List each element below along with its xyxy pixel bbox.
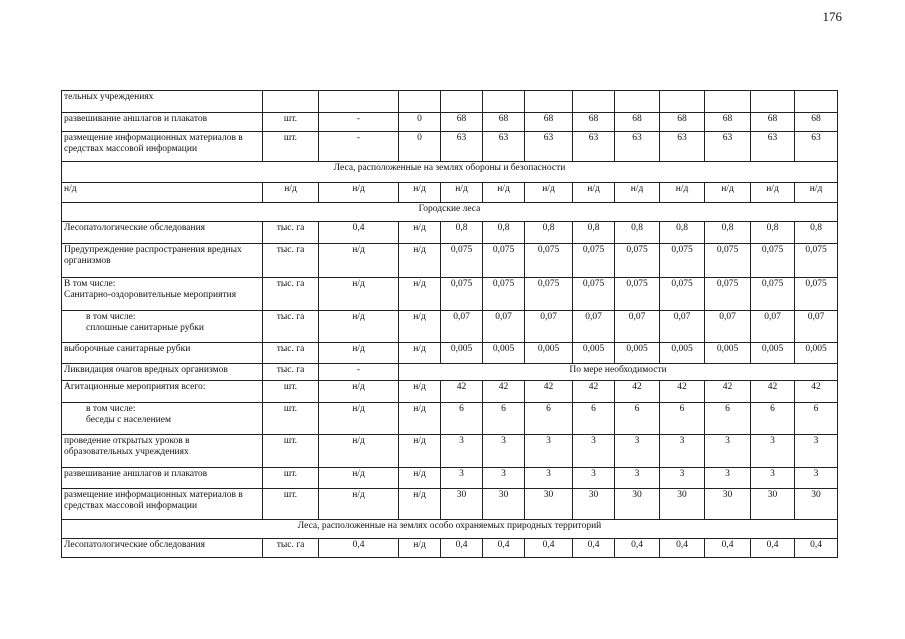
year-value-cell: 3 — [615, 435, 660, 468]
year-value-cell: 0,075 — [525, 278, 573, 311]
year-value-cell: 0 — [399, 132, 441, 162]
year-value-cell: 0,075 — [705, 278, 751, 311]
year-value-cell: 30 — [441, 489, 483, 520]
year-value-cell: н/д — [399, 222, 441, 244]
year-value-cell — [751, 91, 795, 113]
year-value-cell: 0,075 — [483, 244, 525, 278]
year-value-cell: 68 — [660, 113, 705, 132]
year-value-cell — [660, 91, 705, 113]
year-value-cell: 30 — [615, 489, 660, 520]
unit-cell: шт. — [263, 468, 319, 489]
year-value-cell: 0,4 — [525, 539, 573, 558]
year-value-cell: 6 — [525, 403, 573, 435]
span-note-cell: По мере необходимости — [399, 364, 838, 381]
table-row — [62, 222, 838, 244]
year-value-cell: 63 — [483, 132, 525, 162]
measure-name — [62, 468, 263, 489]
year-value-cell: 63 — [441, 132, 483, 162]
base-value-cell: н/д — [319, 435, 399, 468]
measure-name-text: проведение открытых уроков в образовательных учреждениях — [64, 436, 190, 458]
year-value-cell: 3 — [660, 435, 705, 468]
unit-cell: тыс. га — [263, 222, 319, 244]
year-value-cell: 0,075 — [615, 244, 660, 278]
year-value-cell: 3 — [573, 468, 615, 489]
year-value-cell — [399, 91, 441, 113]
measure-name-text: Лесопатологические обследования — [64, 540, 206, 550]
measure-name — [62, 489, 263, 520]
measure-name-text: В том числе: Санитарно-оздоровительные мероприятия — [64, 279, 237, 301]
year-value-cell: 0,075 — [795, 278, 838, 311]
measure-name — [62, 435, 263, 468]
table-row — [62, 278, 838, 311]
year-value-cell: 3 — [573, 435, 615, 468]
year-value-cell — [795, 91, 838, 113]
year-value-cell: 3 — [660, 468, 705, 489]
year-value-cell: н/д — [525, 183, 573, 203]
measure-name — [62, 311, 263, 343]
unit-cell: тыс. га — [263, 278, 319, 311]
year-value-cell: 3 — [441, 468, 483, 489]
measure-name-text: Агитационные мероприятия всего: — [64, 382, 206, 392]
year-value-cell: 3 — [525, 435, 573, 468]
measure-name — [62, 381, 263, 403]
base-value-cell: - — [319, 113, 399, 132]
year-value-cell: 0,8 — [441, 222, 483, 244]
year-value-cell: 42 — [615, 381, 660, 403]
year-value-cell: 3 — [483, 435, 525, 468]
year-value-cell: 0,075 — [525, 244, 573, 278]
year-value-cell: н/д — [399, 381, 441, 403]
year-value-cell: н/д — [615, 183, 660, 203]
measure-name-text: размещение информационных материалов в средствах массовой информации — [64, 490, 243, 512]
year-value-cell: н/д — [399, 311, 441, 343]
year-value-cell: н/д — [573, 183, 615, 203]
year-value-cell: 3 — [441, 435, 483, 468]
table-row — [62, 162, 838, 183]
year-value-cell: 0,8 — [660, 222, 705, 244]
year-value-cell: н/д — [399, 403, 441, 435]
year-value-cell: 0,075 — [660, 278, 705, 311]
year-value-cell — [573, 91, 615, 113]
year-value-cell: 42 — [573, 381, 615, 403]
year-value-cell: 0,8 — [525, 222, 573, 244]
base-value-cell — [319, 91, 399, 113]
measure-name-text: Лесопатологические обследования — [64, 223, 206, 233]
year-value-cell: 68 — [441, 113, 483, 132]
year-value-cell: 42 — [751, 381, 795, 403]
year-value-cell: 68 — [705, 113, 751, 132]
year-value-cell — [441, 91, 483, 113]
year-value-cell: 0,4 — [441, 539, 483, 558]
base-value-cell: 0,4 — [319, 222, 399, 244]
year-value-cell: н/д — [795, 183, 838, 203]
measure-name-text: размещение информационных материалов в средствах массовой информации — [64, 133, 243, 155]
base-value-cell: н/д — [319, 183, 399, 203]
year-value-cell: 42 — [483, 381, 525, 403]
year-value-cell: 0,4 — [573, 539, 615, 558]
year-value-cell: 68 — [483, 113, 525, 132]
year-value-cell: 63 — [795, 132, 838, 162]
measure-name-text: н/д — [64, 184, 77, 194]
section-header: Леса, расположенные на землях особо охраняемых природных территорий — [62, 520, 838, 539]
year-value-cell: 0,005 — [441, 343, 483, 364]
unit-cell: шт. — [263, 381, 319, 403]
year-value-cell: 0,8 — [483, 222, 525, 244]
year-value-cell: 0,005 — [705, 343, 751, 364]
year-value-cell: 42 — [660, 381, 705, 403]
year-value-cell: 0,07 — [525, 311, 573, 343]
year-value-cell: н/д — [399, 343, 441, 364]
year-value-cell: 63 — [615, 132, 660, 162]
year-value-cell: 6 — [705, 403, 751, 435]
year-value-cell: н/д — [399, 244, 441, 278]
year-value-cell: 0,005 — [573, 343, 615, 364]
year-value-cell: 68 — [615, 113, 660, 132]
measure-name-text: развешивание аншлагов и плакатов — [64, 469, 208, 479]
measure-name-text: в том числе: беседы с населением — [86, 404, 171, 426]
measure-name — [62, 222, 263, 244]
unit-cell: шт. — [263, 113, 319, 132]
year-value-cell: 0,8 — [705, 222, 751, 244]
year-value-cell: 30 — [525, 489, 573, 520]
table-row — [62, 311, 838, 343]
year-value-cell: 68 — [751, 113, 795, 132]
year-value-cell: 6 — [573, 403, 615, 435]
year-value-cell: 0,075 — [795, 244, 838, 278]
year-value-cell: 0,4 — [660, 539, 705, 558]
year-value-cell: 0,075 — [705, 244, 751, 278]
year-value-cell: 68 — [795, 113, 838, 132]
year-value-cell: 0,4 — [751, 539, 795, 558]
year-value-cell: 0,8 — [615, 222, 660, 244]
year-value-cell: 68 — [573, 113, 615, 132]
year-value-cell: 0,07 — [705, 311, 751, 343]
year-value-cell: 0,4 — [615, 539, 660, 558]
year-value-cell: 0 — [399, 113, 441, 132]
year-value-cell: 0,07 — [441, 311, 483, 343]
year-value-cell: н/д — [399, 489, 441, 520]
year-value-cell: 0,005 — [483, 343, 525, 364]
year-value-cell: 6 — [483, 403, 525, 435]
unit-cell: тыс. га — [263, 244, 319, 278]
base-value-cell: - — [319, 364, 399, 381]
measure-name — [62, 343, 263, 364]
section-header: Леса, расположенные на землях обороны и безопасности — [62, 162, 838, 183]
year-value-cell: 0,075 — [483, 278, 525, 311]
unit-cell: шт. — [263, 435, 319, 468]
year-value-cell: н/д — [399, 278, 441, 311]
year-value-cell: 63 — [751, 132, 795, 162]
year-value-cell: 3 — [751, 435, 795, 468]
base-value-cell: 0,4 — [319, 539, 399, 558]
year-value-cell: н/д — [399, 539, 441, 558]
table-row — [62, 244, 838, 278]
year-value-cell: 3 — [615, 468, 660, 489]
table-row — [62, 381, 838, 403]
measure-name-text: тельных учреждениях — [64, 92, 154, 102]
year-value-cell — [525, 91, 573, 113]
year-value-cell: 0,005 — [525, 343, 573, 364]
year-value-cell: 42 — [795, 381, 838, 403]
measure-name — [62, 91, 263, 113]
year-value-cell: н/д — [483, 183, 525, 203]
year-value-cell: 6 — [615, 403, 660, 435]
year-value-cell — [615, 91, 660, 113]
year-value-cell: 0,4 — [705, 539, 751, 558]
year-value-cell: 6 — [751, 403, 795, 435]
year-value-cell: 3 — [795, 435, 838, 468]
measure-name-text: Предупреждение распространения вредных организмов — [64, 245, 242, 267]
year-value-cell: н/д — [705, 183, 751, 203]
page-number: 176 — [822, 9, 842, 24]
measure-name — [62, 278, 263, 311]
year-value-cell: н/д — [399, 183, 441, 203]
table-row — [62, 468, 838, 489]
unit-cell: шт. — [263, 489, 319, 520]
year-value-cell: 6 — [441, 403, 483, 435]
unit-cell — [263, 91, 319, 113]
table-row — [62, 343, 838, 364]
year-value-cell: 0,07 — [751, 311, 795, 343]
table-row — [62, 520, 838, 539]
year-value-cell: 0,8 — [795, 222, 838, 244]
base-value-cell: - — [319, 132, 399, 162]
year-value-cell: 3 — [525, 468, 573, 489]
unit-cell: тыс. га — [263, 343, 319, 364]
measure-name-text: развешивание аншлагов и плакатов — [64, 114, 208, 124]
forest-measures-table — [61, 90, 838, 558]
year-value-cell: 63 — [573, 132, 615, 162]
base-value-cell: н/д — [319, 381, 399, 403]
measure-name-text: в том числе: сплошные санитарные рубки — [86, 312, 204, 334]
year-value-cell: 3 — [751, 468, 795, 489]
measure-name — [62, 113, 263, 132]
base-value-cell: н/д — [319, 343, 399, 364]
year-value-cell: 30 — [751, 489, 795, 520]
base-value-cell: н/д — [319, 403, 399, 435]
year-value-cell — [483, 91, 525, 113]
measure-name — [62, 183, 263, 203]
year-value-cell: 0,075 — [573, 278, 615, 311]
unit-cell: шт. — [263, 132, 319, 162]
measure-name: Ликвидация очагов вредных организмов — [62, 364, 263, 381]
year-value-cell: 0,005 — [751, 343, 795, 364]
table-row — [62, 132, 838, 162]
table-row — [62, 403, 838, 435]
year-value-cell: 0,075 — [441, 244, 483, 278]
year-value-cell: н/д — [660, 183, 705, 203]
year-value-cell: 42 — [525, 381, 573, 403]
table-row — [62, 364, 838, 381]
base-value-cell: н/д — [319, 278, 399, 311]
unit-cell: тыс. га — [263, 539, 319, 558]
year-value-cell: 0,075 — [615, 278, 660, 311]
year-value-cell: 0,075 — [660, 244, 705, 278]
measure-name — [62, 539, 263, 558]
year-value-cell: 0,075 — [441, 278, 483, 311]
year-value-cell: н/д — [751, 183, 795, 203]
year-value-cell: н/д — [399, 468, 441, 489]
year-value-cell: 0,4 — [483, 539, 525, 558]
year-value-cell: 3 — [705, 435, 751, 468]
year-value-cell: н/д — [441, 183, 483, 203]
year-value-cell — [705, 91, 751, 113]
year-value-cell: 42 — [705, 381, 751, 403]
year-value-cell: 0,8 — [573, 222, 615, 244]
year-value-cell: 0,005 — [615, 343, 660, 364]
year-value-cell: 30 — [483, 489, 525, 520]
section-header: Городские леса — [62, 203, 838, 222]
year-value-cell: 0,005 — [660, 343, 705, 364]
year-value-cell: 0,075 — [751, 278, 795, 311]
year-value-cell: 30 — [660, 489, 705, 520]
table-row — [62, 489, 838, 520]
year-value-cell: 68 — [525, 113, 573, 132]
unit-cell: тыс. га — [263, 364, 319, 381]
year-value-cell: н/д — [399, 435, 441, 468]
year-value-cell: 0,8 — [751, 222, 795, 244]
measure-name-text: выборочные санитарные рубки — [64, 344, 191, 354]
year-value-cell: 3 — [705, 468, 751, 489]
year-value-cell: 0,07 — [795, 311, 838, 343]
year-value-cell: 3 — [483, 468, 525, 489]
year-value-cell: 30 — [795, 489, 838, 520]
measure-name — [62, 403, 263, 435]
base-value-cell: н/д — [319, 311, 399, 343]
year-value-cell: 0,07 — [573, 311, 615, 343]
measure-name — [62, 244, 263, 278]
base-value-cell: н/д — [319, 489, 399, 520]
unit-cell: н/д — [263, 183, 319, 203]
year-value-cell: 0,07 — [483, 311, 525, 343]
measure-name — [62, 132, 263, 162]
base-value-cell: н/д — [319, 244, 399, 278]
year-value-cell: 63 — [525, 132, 573, 162]
year-value-cell: 30 — [573, 489, 615, 520]
unit-cell: тыс. га — [263, 311, 319, 343]
year-value-cell: 30 — [705, 489, 751, 520]
year-value-cell: 42 — [441, 381, 483, 403]
year-value-cell: 0,005 — [795, 343, 838, 364]
unit-cell: шт. — [263, 403, 319, 435]
table-row — [62, 539, 838, 558]
year-value-cell: 0,07 — [660, 311, 705, 343]
table-row — [62, 91, 838, 113]
year-value-cell: 0,075 — [573, 244, 615, 278]
year-value-cell: 0,075 — [751, 244, 795, 278]
year-value-cell: 63 — [660, 132, 705, 162]
year-value-cell: 63 — [705, 132, 751, 162]
table-row — [62, 435, 838, 468]
base-value-cell: н/д — [319, 468, 399, 489]
table-row — [62, 183, 838, 203]
table-row — [62, 203, 838, 222]
year-value-cell: 6 — [660, 403, 705, 435]
year-value-cell: 6 — [795, 403, 838, 435]
year-value-cell: 0,4 — [795, 539, 838, 558]
year-value-cell: 3 — [795, 468, 838, 489]
year-value-cell: 0,07 — [615, 311, 660, 343]
table-row — [62, 113, 838, 132]
